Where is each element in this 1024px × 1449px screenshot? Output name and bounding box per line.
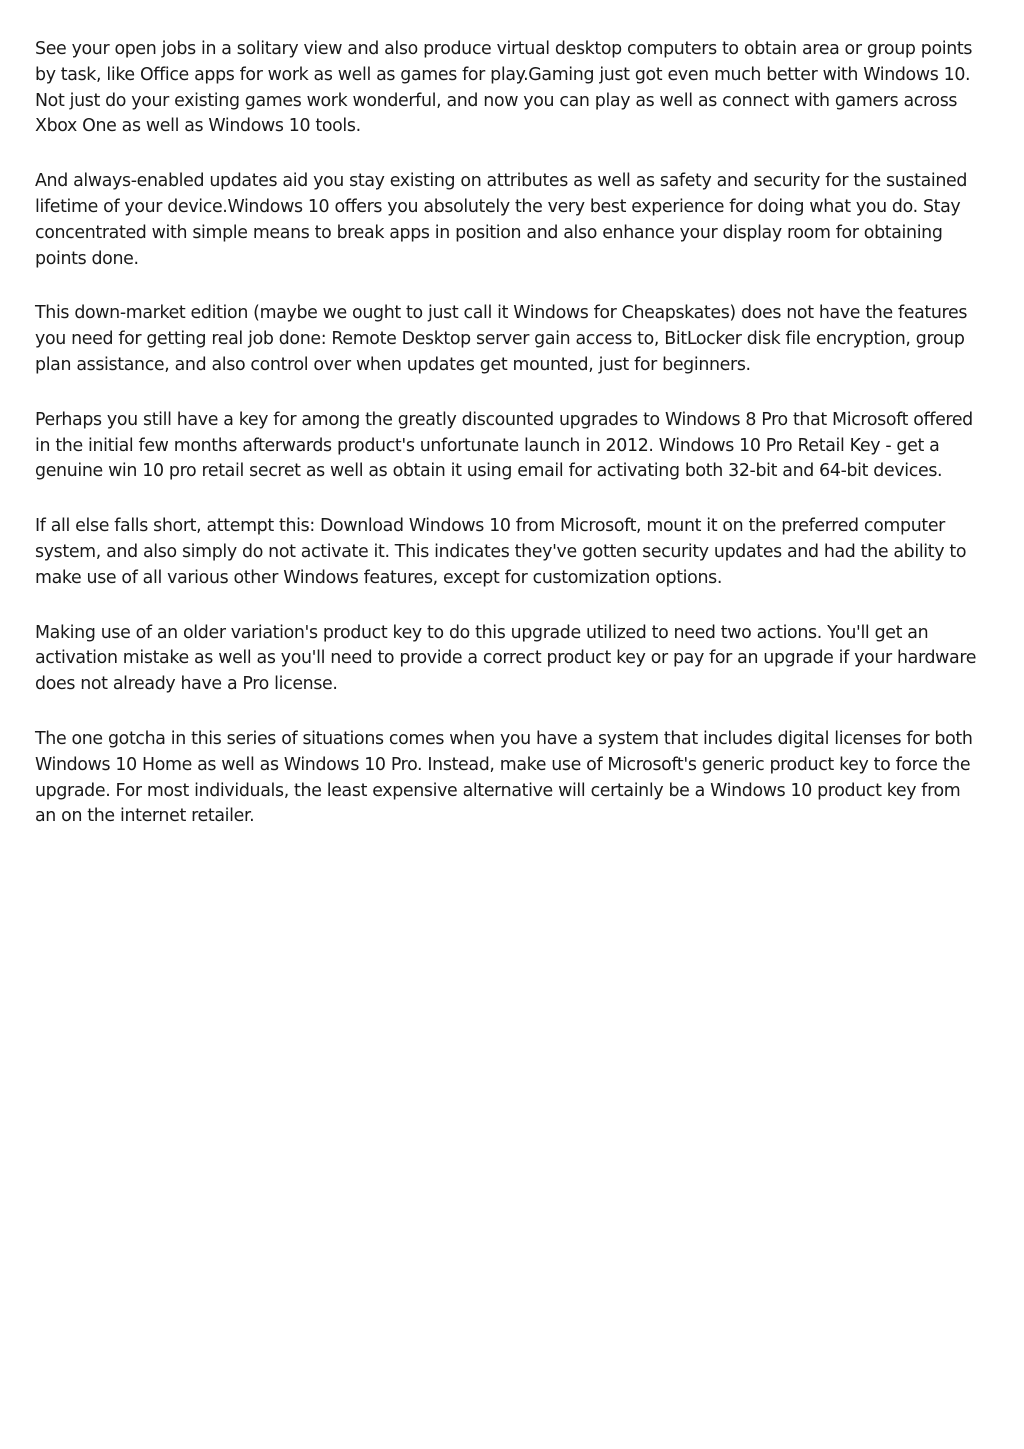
paragraph-4: Perhaps you still have a key for among the greatly discounted upgrades to Windows 8 Pro that Microsoft offered in the initial few months afterwards product's unfortunate launch in 2012. Windows 10 Pro Retail Key - get a genuine win 10 pro retail secret as well as obtain it using email for activating both 32-bit and 64-bit devices.	[35, 409, 973, 482]
paragraph-3: This down-market edition (maybe we ought to just call it Windows for Cheapskates) does not have the features you need for getting real job done: Remote Desktop server gain access to, BitLocker disk file encryption, group plan assistance, and also control over when updates get mounted, just for beginners.	[35, 303, 968, 375]
paragraph-6: Making use of an older variation's product key to do this upgrade utilized to need two actions. You'll get an activation mistake as well as you'll need to provide a correct product key or pay for an upgrade if your hardware does not already have a Pro license.	[35, 622, 977, 695]
paragraph-2: And always-enabled updates aid you stay existing on attributes as well as safety and security for the sustained lifetime of your device.Windows 10 offers you absolutely the very best experience for doing what you do. Stay concentrated with simple means to break apps in position and also enhance your display room for obtaining points done.	[35, 171, 968, 269]
paragraph-5: If all else falls short, attempt this: Download Windows 10 from Microsoft, mount it on the preferred computer system, and also simply do not activate it. This indicates they've gotten security updates and had the ability to make use of all various other Windows features, except for customization options.	[35, 516, 967, 588]
document-body	[35, 37, 985, 859]
paragraph-7: The one gotcha in this series of situations comes when you have a system that includes digital licenses for both Windows 10 Home as well as Windows 10 Pro. Instead, make use of Microsoft's generic product key to force the upgrade. For most individuals, the least expensive alternative will certainly be a Windows 10 product key from an on the internet retailer.	[35, 728, 973, 827]
paragraph-1: See your open jobs in a solitary view and also produce virtual desktop computers to obtain area or group points by task, like Office apps for work as well as games for play.Gaming just got even much better with Windows 10. Not just do your existing games work wonderful, and now you can play as well as connect with gamers across Xbox One as well as Windows 10 tools.	[35, 39, 973, 137]
